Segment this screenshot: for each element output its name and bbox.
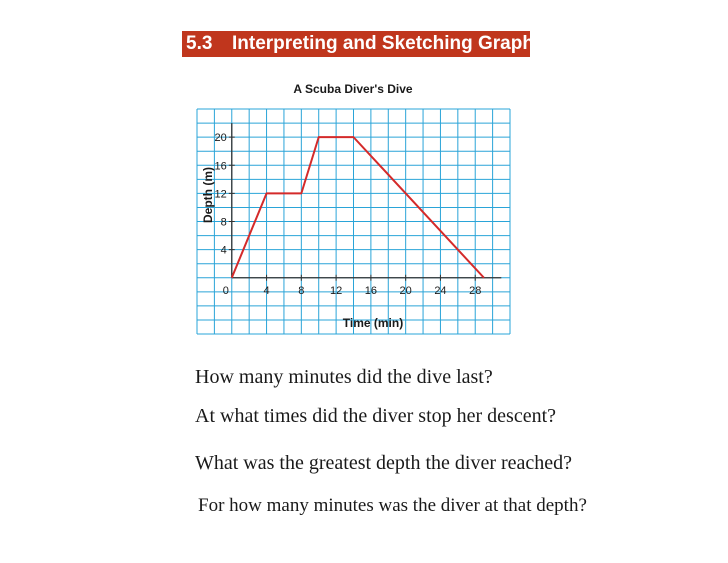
x-tick-label: 0: [222, 284, 229, 297]
y-tick-label: 12: [214, 188, 227, 201]
x-tick-label: 12: [329, 284, 343, 297]
x-tick-label: 4: [263, 284, 270, 297]
x-tick-label: 8: [298, 284, 305, 297]
x-tick-label: 24: [434, 284, 447, 297]
y-tick-label: 16: [214, 160, 227, 173]
question-3: What was the greatest depth the diver reached?: [195, 452, 573, 474]
y-tick-label: 20: [214, 132, 227, 145]
chart-grid: [197, 109, 510, 334]
question-2: At what times did the diver stop her descent?: [195, 405, 557, 427]
x-axis-label: Time (min): [342, 316, 404, 330]
section-title: Interpreting and Sketching Graphs: [232, 33, 545, 54]
y-axis-label: Depth (m): [201, 167, 215, 223]
chart-tick-labels: [215, 132, 482, 297]
question-4: For how many minutes was the diver at that depth?: [198, 495, 587, 516]
chart-title: A Scuba Diver's Dive: [293, 82, 413, 96]
y-tick-label: 4: [220, 244, 227, 257]
x-tick-label: 28: [469, 284, 482, 297]
x-tick-label: 20: [399, 284, 412, 297]
x-tick-label: 16: [364, 284, 378, 297]
chart-axes: [229, 123, 502, 281]
section-number: 5.3: [186, 33, 213, 54]
y-tick-label: 8: [220, 216, 227, 229]
question-1: How many minutes did the dive last?: [195, 366, 493, 388]
